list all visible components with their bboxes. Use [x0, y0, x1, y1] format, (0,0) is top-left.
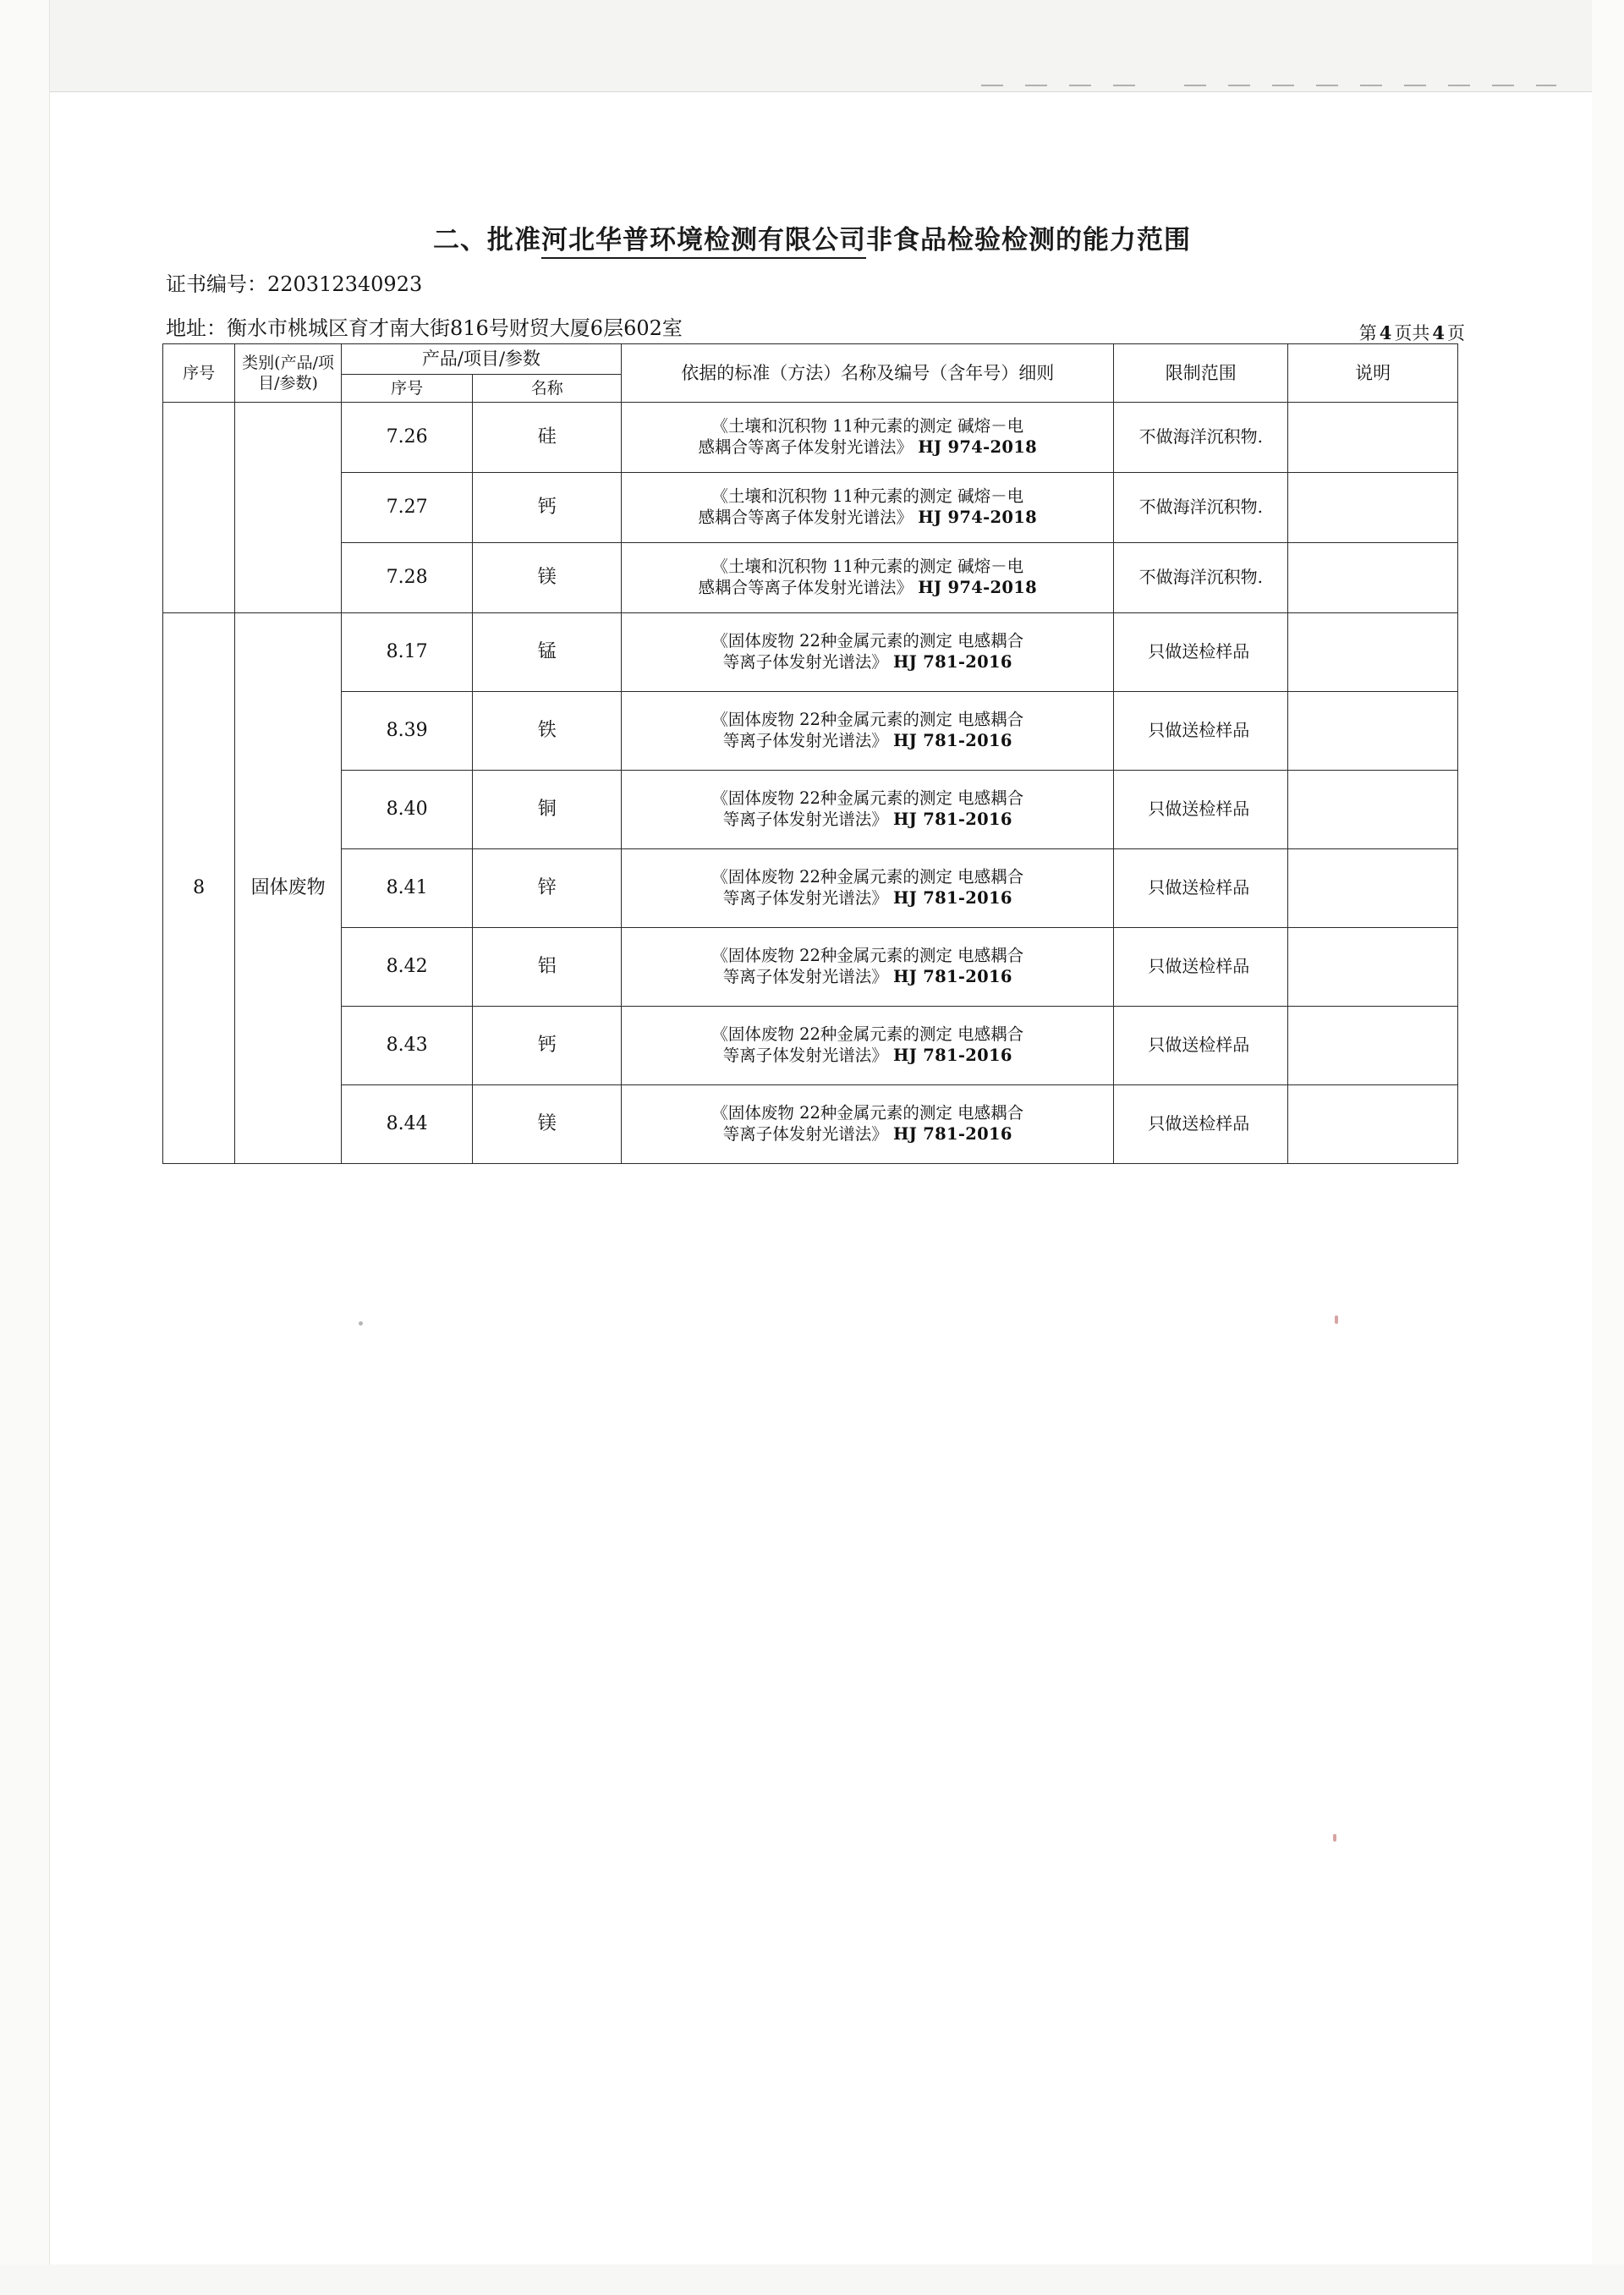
header-product-seq: 序号 — [341, 374, 473, 402]
page-title-suffix: 非食品检验检测的能力范围 — [866, 225, 1191, 255]
standard-line-2: 感耦合等离子体发射光谱法》 — [698, 578, 913, 598]
cell-item-name: 锰 — [473, 613, 622, 692]
cell-item-no: 8.44 — [341, 1085, 473, 1164]
standard-line-2: 等离子体发射光谱法》 — [722, 731, 888, 751]
cell-item-name: 铁 — [473, 692, 622, 771]
table-row — [163, 692, 1458, 771]
standard-line-1: 《固体废物 22种金属元素的测定 电感耦合 — [711, 1103, 1024, 1123]
standard-line-1: 《固体废物 22种金属元素的测定 电感耦合 — [711, 788, 1024, 809]
cell-item-no: 7.28 — [341, 543, 473, 613]
cell-standard — [622, 473, 1114, 543]
standard-code: HJ 781-2016 — [892, 731, 1012, 751]
address-value: 衡水市桃城区育才南大街816号财贸大厦6层602室 — [227, 316, 683, 340]
cell-item-name: 镁 — [473, 1085, 622, 1164]
page-number-indicator — [1359, 320, 1465, 345]
standard-line-1: 《土壤和沉积物 11种元素的测定 碱熔－电 — [711, 557, 1024, 577]
standard-line-2: 等离子体发射光谱法》 — [722, 652, 888, 673]
page-number-prefix: 第 — [1358, 323, 1377, 343]
header-limit: 限制范围 — [1114, 344, 1288, 403]
page-title-company: 河北华普环境检测有限公司 — [541, 225, 866, 259]
standard-line-1: 《土壤和沉积物 11种元素的测定 碱熔－电 — [711, 486, 1024, 507]
standard-line-1: 《固体废物 22种金属元素的测定 电感耦合 — [711, 631, 1024, 651]
cell-note — [1288, 403, 1458, 473]
cell-category: 固体废物 — [235, 613, 341, 1164]
cell-limit: 不做海洋沉积物. — [1114, 473, 1288, 543]
cell-note — [1288, 473, 1458, 543]
header-note: 说明 — [1288, 344, 1458, 403]
cell-seq: 8 — [163, 613, 235, 1164]
capability-scope-table — [162, 343, 1458, 1164]
cell-standard — [622, 849, 1114, 928]
cell-limit: 只做送检样品 — [1114, 928, 1288, 1007]
cell-seq — [163, 403, 235, 613]
cell-item-name: 铝 — [473, 928, 622, 1007]
cell-item-no: 8.43 — [341, 1007, 473, 1085]
certificate-number-line — [166, 267, 422, 297]
standard-code: HJ 781-2016 — [892, 810, 1012, 830]
scan-speck — [1335, 1315, 1338, 1324]
standard-code: HJ 781-2016 — [892, 1046, 1012, 1066]
standard-code: HJ 781-2016 — [892, 652, 1012, 673]
standard-code: HJ 781-2016 — [892, 1124, 1012, 1145]
standard-line-1: 《固体废物 22种金属元素的测定 电感耦合 — [711, 946, 1024, 966]
cell-limit: 不做海洋沉积物. — [1114, 403, 1288, 473]
cell-note — [1288, 613, 1458, 692]
table-row — [163, 543, 1458, 613]
cell-standard — [622, 692, 1114, 771]
cell-item-no: 8.40 — [341, 771, 473, 849]
cell-item-no: 8.42 — [341, 928, 473, 1007]
address-label: 地址： — [166, 316, 227, 340]
cell-item-no: 7.26 — [341, 403, 473, 473]
certificate-number-value: 220312340923 — [267, 272, 423, 296]
page-number-suffix: 页 — [1447, 323, 1465, 343]
standard-code: HJ 974-2018 — [918, 578, 1038, 598]
cell-note — [1288, 1007, 1458, 1085]
table-row — [163, 849, 1458, 928]
cell-note — [1288, 849, 1458, 928]
cell-item-name: 锌 — [473, 849, 622, 928]
scan-speck — [359, 1321, 363, 1326]
standard-line-1: 《固体废物 22种金属元素的测定 电感耦合 — [711, 1024, 1024, 1045]
cell-standard — [622, 403, 1114, 473]
table-row — [163, 613, 1458, 692]
page-number-current: 4 — [1379, 322, 1392, 343]
table-row — [163, 1007, 1458, 1085]
cell-standard — [622, 543, 1114, 613]
cell-category — [235, 403, 341, 613]
standard-code: HJ 974-2018 — [918, 508, 1038, 528]
cell-item-no: 7.27 — [341, 473, 473, 543]
page-number-total: 4 — [1432, 322, 1445, 343]
page-title-prefix: 二、批准 — [433, 225, 541, 255]
cell-note — [1288, 692, 1458, 771]
cell-note — [1288, 543, 1458, 613]
cell-note — [1288, 1085, 1458, 1164]
table-row — [163, 1085, 1458, 1164]
cell-limit: 不做海洋沉积物. — [1114, 543, 1288, 613]
cell-item-name: 钙 — [473, 1007, 622, 1085]
table-body — [163, 403, 1458, 1164]
header-category: 类别(产品/项目/参数) — [235, 344, 341, 403]
standard-code: HJ 974-2018 — [918, 437, 1038, 458]
scan-speck — [1333, 1834, 1336, 1842]
standard-line-1: 《固体废物 22种金属元素的测定 电感耦合 — [711, 867, 1024, 887]
table-row — [163, 403, 1458, 473]
address-line — [166, 311, 683, 341]
standard-line-2: 等离子体发射光谱法》 — [722, 810, 888, 830]
cell-item-no: 8.39 — [341, 692, 473, 771]
cell-limit: 只做送检样品 — [1114, 849, 1288, 928]
page-number-middle: 页共 — [1394, 323, 1430, 343]
standard-line-2: 感耦合等离子体发射光谱法》 — [698, 437, 913, 458]
certificate-number-label: 证书编号： — [166, 272, 267, 296]
standard-line-2: 等离子体发射光谱法》 — [722, 1046, 888, 1066]
standard-code: HJ 781-2016 — [892, 967, 1012, 987]
cell-limit: 只做送检样品 — [1114, 692, 1288, 771]
header-standard: 依据的标准（方法）名称及编号（含年号）细则 — [622, 344, 1114, 403]
cell-item-no: 8.17 — [341, 613, 473, 692]
table-header-row-1 — [163, 344, 1458, 375]
cell-item-name: 镁 — [473, 543, 622, 613]
standard-line-1: 《土壤和沉积物 11种元素的测定 碱熔－电 — [711, 416, 1024, 436]
cell-item-no: 8.41 — [341, 849, 473, 928]
header-seq: 序号 — [163, 344, 235, 403]
cell-item-name: 钙 — [473, 473, 622, 543]
cell-standard — [622, 1085, 1114, 1164]
cell-limit: 只做送检样品 — [1114, 771, 1288, 849]
cell-limit: 只做送检样品 — [1114, 613, 1288, 692]
cell-limit: 只做送检样品 — [1114, 1007, 1288, 1085]
table-row — [163, 928, 1458, 1007]
standard-line-1: 《固体废物 22种金属元素的测定 电感耦合 — [711, 710, 1024, 730]
standard-line-2: 等离子体发射光谱法》 — [722, 888, 888, 909]
standard-line-2: 感耦合等离子体发射光谱法》 — [698, 508, 913, 528]
table-row — [163, 473, 1458, 543]
standard-line-2: 等离子体发射光谱法》 — [722, 1124, 888, 1145]
page-title — [0, 218, 1624, 256]
table-row — [163, 771, 1458, 849]
cell-item-name: 铜 — [473, 771, 622, 849]
cell-limit: 只做送检样品 — [1114, 1085, 1288, 1164]
cell-standard — [622, 771, 1114, 849]
standard-code: HJ 781-2016 — [892, 888, 1012, 909]
standard-line-2: 等离子体发射光谱法》 — [722, 967, 888, 987]
header-product-name: 名称 — [473, 374, 622, 402]
cell-standard — [622, 928, 1114, 1007]
cell-item-name: 硅 — [473, 403, 622, 473]
cell-note — [1288, 771, 1458, 849]
header-product-group: 产品/项目/参数 — [341, 344, 621, 375]
cell-standard — [622, 613, 1114, 692]
cell-standard — [622, 1007, 1114, 1085]
cell-note — [1288, 928, 1458, 1007]
